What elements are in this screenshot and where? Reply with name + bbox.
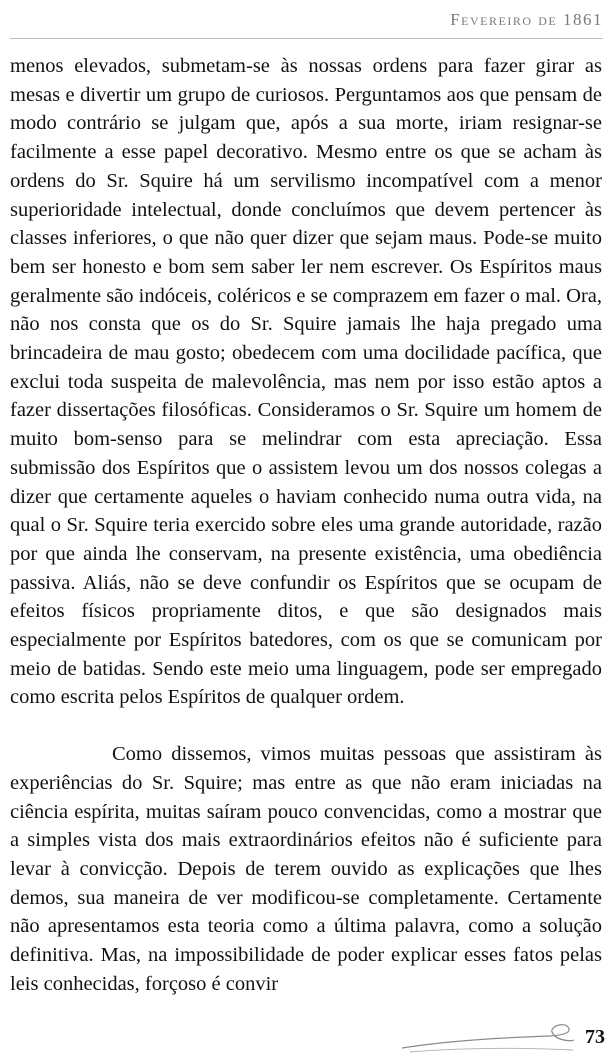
- footer-ornament: [400, 1018, 575, 1058]
- body-text: [10, 52, 602, 999]
- page-number: 73: [585, 1026, 605, 1048]
- running-header: Fevereiro de 1861: [450, 10, 603, 29]
- header-divider: [10, 38, 603, 39]
- paragraph-1: menos elevados, submetam-se às nossas ordens para fazer girar as mesas e divertir um grupo de curiosos. Perguntamos aos que pensam de modo contrário se julgam que, após a sua morte, iriam resignar-se facilmente a esse papel decorativo. Mesmo entre os que se acham às ordens do Sr. Squire há um servilismo incompatível com a menor superioridade intelectual, donde concluímos que devem pertencer às classes inferiores, o que não quer dizer que sejam maus. Pode-se muito bem ser honesto e bom sem saber ler nem escrever. Os Espíritos maus geralmente são indóceis, coléricos e se comprazem em fazer o mal. Ora, não nos consta que os do Sr. Squire jamais lhe haja pregado uma brincadeira de mau gosto; obedecem com uma docilidade pacífica, que exclui toda suspeita de malevolência, mas nem por isso estão aptos a fazer dissertações filosóficas. Consideramos o Sr. Squire um homem de muito bom-senso para se melindrar com esta apreciação. Essa submissão dos Espíritos que o assistem levou um dos nossos colegas a dizer que certamente aqueles o haviam conhecido numa outra vida, na qual o Sr. Squire teria exercido sobre eles uma grande autoridade, razão por que ainda lhe conservam, na presente existência, uma obediência passiva. Aliás, não se deve confundir os Espíritos que se ocupam de efeitos físicos propriamente ditos, e que são designados mais especialmente por Espíritos batedores, com os que se comunicam por meio de batidas. Sendo este meio uma linguagem, pode ser empregado como escrita pelos Espíritos de qualquer ordem.: [10, 55, 602, 709]
- paragraph-2: Como dissemos, vimos muitas pessoas que assistiram às experiências do Sr. Squire; mas entre as que não eram iniciadas na ciência espírita, muitas saíram pouco convencidas, como a mostrar que a simples vista dos mais extraordinários efeitos não é suficiente para levar à convicção. Depois de terem ouvido as explicações que lhes demos, sua maneira de ver modificou-se completamente. Certamente não apresentamos esta teoria como a última palavra, como a solução definitiva. Mas, na impossibilidade de poder explicar esses fatos pelas leis conhecidas, forçoso é convir: [10, 743, 602, 995]
